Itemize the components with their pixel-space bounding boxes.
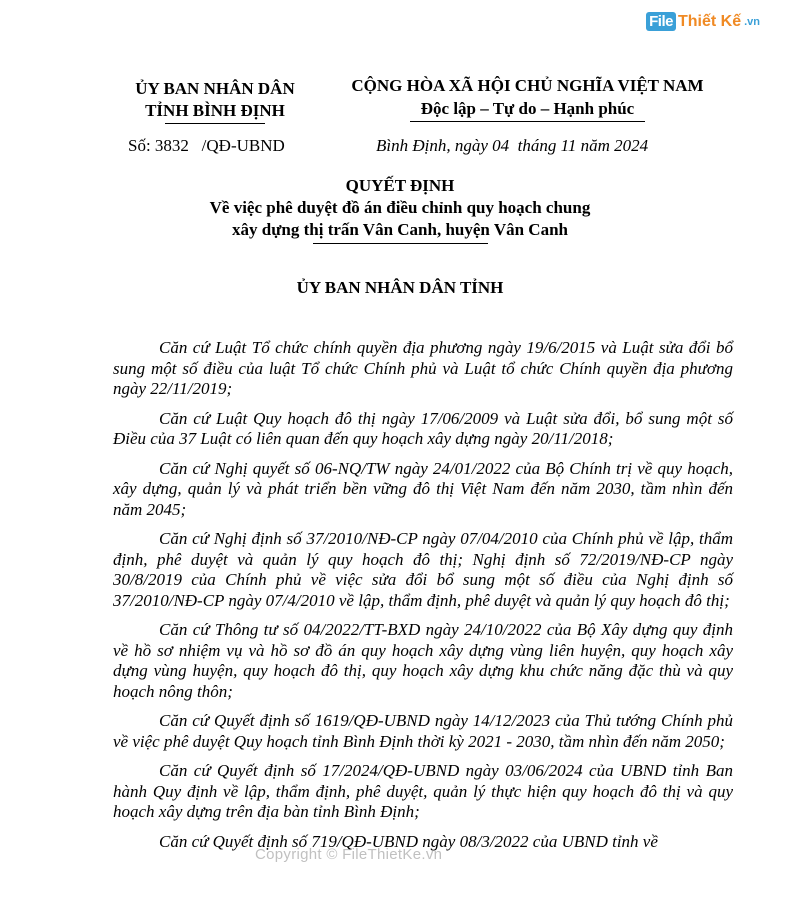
national-name: CỘNG HÒA XÃ HỘI CHỦ NGHĨA VIỆT NAM (351, 76, 704, 95)
logo-file-text: File (646, 12, 676, 31)
document-body (113, 338, 733, 861)
site-logo (646, 12, 760, 31)
logo-tld-text: .vn (744, 15, 760, 28)
paragraph: Căn cứ Nghị định số 37/2010/NĐ-CP ngày 07/04/2010 của Chính phủ về lập, thẩm định, phê duyệt và quản lý quy hoạch đô thị; Nghị định số 72/2019/NĐ-CP ngày 30/8/2019 của Chính phủ về việc sửa đổi bổ sung một số điều của Nghị định số 37/2010/NĐ-CP ngày 07/4/2010 về lập, thẩm định, phê duyệt và quản lý quy hoạch đô thị; (113, 529, 733, 610)
authority-line-2: TỈNH BÌNH ĐỊNH (145, 101, 285, 120)
title-underline (313, 243, 488, 244)
copyright-watermark: Copyright © FileThietKe.vn (255, 846, 443, 863)
paragraph: Căn cứ Luật Quy hoạch đô thị ngày 17/06/2009 và Luật sửa đổi, bổ sung một số Điều của 37 Luật có liên quan đến quy hoạch xây dựng ngày 20/11/2018; (113, 408, 733, 448)
national-motto: Độc lập – Tự do – Hạnh phúc (420, 99, 635, 118)
national-header (335, 74, 720, 122)
paragraph: Căn cứ Quyết định số 1619/QĐ-UBND ngày 14/12/2023 của Thủ tướng Chính phủ về việc phê duyệt Quy hoạch tỉnh Bình Định thời kỳ 2021 - 2030, tầm nhìn đến năm 2050; (113, 711, 733, 751)
document-number: Số: 3832 /QĐ-UBND (128, 136, 285, 155)
paragraph: Căn cứ Quyết định số 17/2024/QĐ-UBND ngày 03/06/2024 của UBND tỉnh Ban hành Quy định về lập, thẩm định, phê duyệt, quản lý thực hiện quy hoạch đô thị và quy hoạch xây dựng trên địa bàn tỉnh Bình Định; (113, 761, 733, 821)
document-title (150, 175, 650, 244)
logo-name-text: Thiết Kế (677, 12, 742, 30)
authority-line-1: ỦY BAN NHÂN DÂN (135, 79, 295, 98)
document-date: Bình Định, ngày 04 tháng 11 năm 2024 (376, 136, 649, 155)
issuer-heading: ỦY BAN NHÂN DÂN TỈNH (296, 278, 504, 297)
issuing-authority (110, 78, 320, 124)
title-line-1: QUYẾT ĐỊNH (345, 176, 455, 195)
motto-underline (410, 121, 645, 122)
title-line-3: xây dựng thị trấn Vân Canh, huyện Vân Canh (232, 220, 568, 239)
paragraph: Căn cứ Luật Tổ chức chính quyền địa phương ngày 19/6/2015 và Luật sửa đổi bổ sung một số điều của luật Tổ chức Chính phủ và Luật tổ chức Chính quyền địa phương ngày 22/11/2019; (113, 338, 733, 398)
paragraph: Căn cứ Thông tư số 04/2022/TT-BXD ngày 24/10/2022 của Bộ Xây dựng quy định về hồ sơ nhiệm vụ và hồ sơ đồ án quy hoạch xây dựng vùng liên huyện, quy hoạch xây dựng vùng huyện, quy hoạch đô thị, quy hoạch xây dựng khu chức năng đặc thù và quy hoạch nông thôn; (113, 620, 733, 701)
title-line-2: Về việc phê duyệt đồ án điều chỉnh quy hoạch chung (209, 198, 591, 217)
paragraph: Căn cứ Quyết định số 719/QĐ-UBND ngày 08/3/2022 của UBND tỉnh về (159, 831, 658, 851)
authority-underline (165, 123, 265, 124)
paragraph: Căn cứ Nghị quyết số 06-NQ/TW ngày 24/01/2022 của Bộ Chính trị về quy hoạch, xây dựng, quản lý và phát triển bền vững đô thị Việt Nam đến năm 2030, tầm nhìn đến năm 2045; (113, 458, 733, 519)
